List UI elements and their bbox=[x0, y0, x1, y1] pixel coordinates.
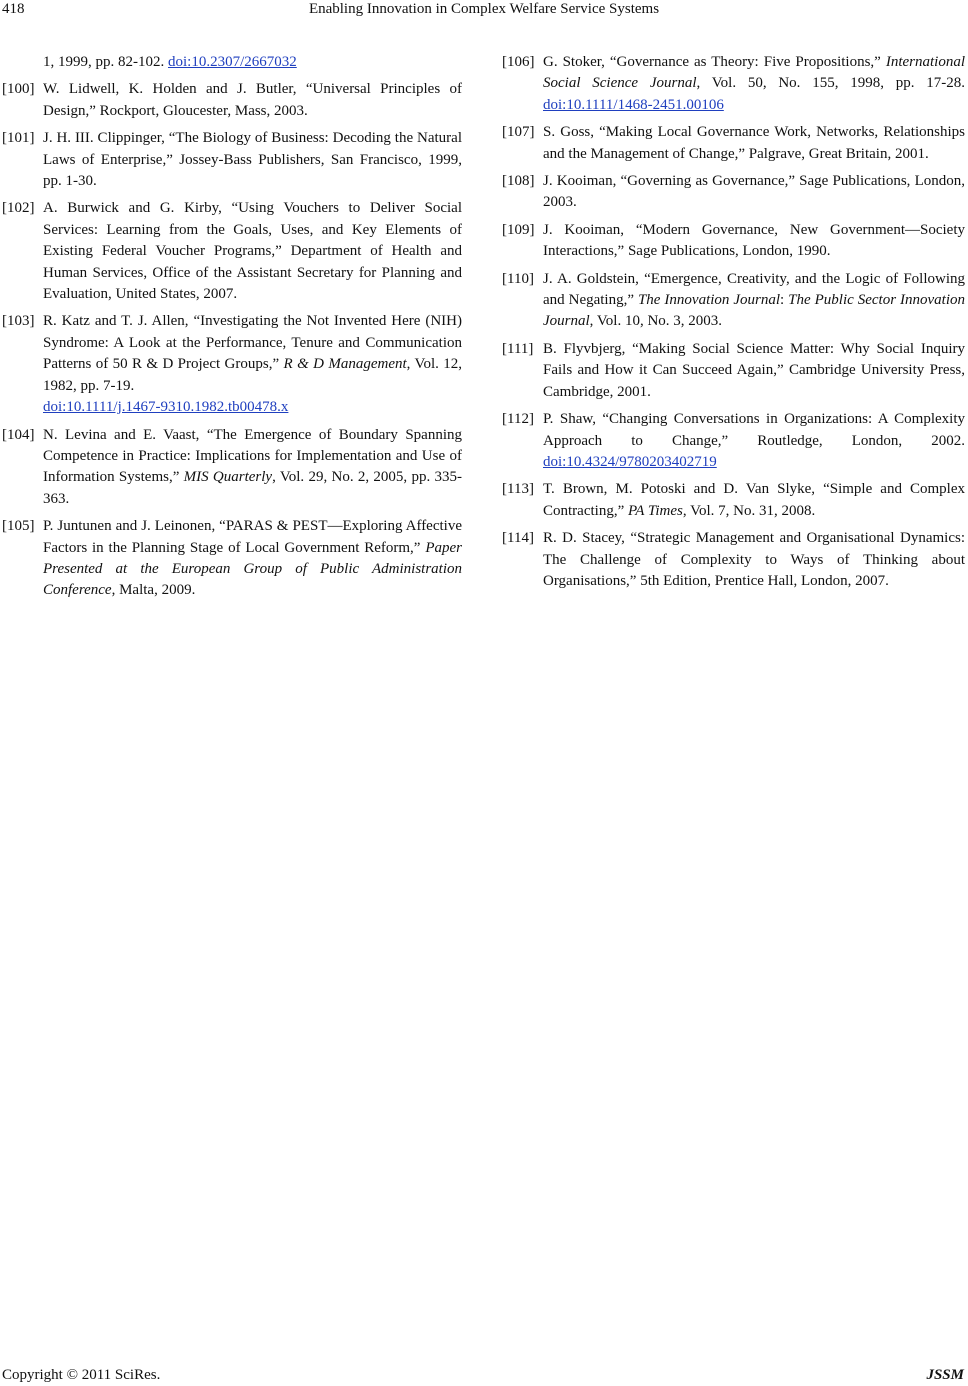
reference-number: [112] bbox=[502, 411, 534, 428]
reference-101 bbox=[2, 128, 462, 192]
reference-number: [100] bbox=[2, 81, 35, 98]
reference-number: [101] bbox=[2, 130, 35, 147]
journal-name: The Innovation Journal bbox=[637, 292, 781, 309]
reference-text: N. Levina and E. Vaast, “The Emergence of Boundary Spanning Competence in Practice: Implications for Implementation and Use of Information Systems,” bbox=[43, 426, 462, 486]
reference-text: J. H. III. Clippinger, “The Biology of Business: Decoding the Natural Laws of Enterprise,” Jossey-Bass Publishers, San Francisco, 1999, pp. 1-30. bbox=[43, 130, 462, 190]
reference-110 bbox=[502, 269, 965, 333]
doi-link[interactable]: doi:10.4324/9780203402719 bbox=[543, 453, 717, 470]
reference-number: [107] bbox=[502, 124, 535, 141]
running-title: Enabling Innovation in Complex Welfare Service Systems bbox=[308, 1, 660, 17]
reference-details: , Malta, 2009. bbox=[111, 582, 196, 599]
right-column bbox=[502, 52, 965, 598]
reference-102 bbox=[2, 198, 462, 305]
reference-details: , Vol. 29, No. 2, 2005, pp. 335-363. bbox=[43, 469, 462, 507]
reference-text: S. Goss, “Making Local Governance Work, Networks, Relationships and the Management of Change,” Palgrave, Great Britain, 2001. bbox=[543, 124, 965, 162]
reference-99-continued bbox=[2, 52, 462, 73]
reference-111 bbox=[502, 339, 965, 403]
page-number: 418 bbox=[2, 1, 25, 17]
doi-link[interactable]: doi:10.1111/1468-2451.00106 bbox=[543, 96, 724, 113]
journal-name: R & D Management bbox=[283, 356, 407, 373]
reference-text: G. Stoker, “Governance as Theory: Five Propositions,” bbox=[543, 54, 886, 70]
journal-name: International Social Science Journal bbox=[543, 54, 965, 92]
reference-details: , Vol. 7, No. 31, 2008. bbox=[682, 502, 816, 519]
reference-text: A. Burwick and G. Kirby, “Using Vouchers to Deliver Social Services: Learning from the Goals, Uses, and Key Elements of Existing Federal Voucher Programs,” Department of Health and Human Services, Office of the Assistant Secretary for Planning and Evaluation, United States, 2007. bbox=[43, 200, 462, 303]
reference-number: [108] bbox=[502, 173, 535, 190]
reference-separator: : bbox=[780, 292, 789, 309]
conference-name: Paper Presented at the European Group of Public Administration Conference bbox=[43, 539, 462, 599]
reference-text: T. Brown, M. Potoski and D. Van Slyke, “Simple and Complex Contracting,” bbox=[543, 481, 965, 519]
reference-100 bbox=[2, 79, 462, 122]
reference-text: J. Kooiman, “Governing as Governance,” Sage Publications, London, 2003. bbox=[543, 173, 965, 211]
reference-103 bbox=[2, 311, 462, 418]
reference-106 bbox=[502, 52, 965, 116]
reference-text: J. A. Goldstein, “Emergence, Creativity, and the Logic of Following and Negating,” bbox=[543, 270, 965, 309]
reference-112 bbox=[502, 409, 965, 473]
doi-link[interactable]: doi:10.1111/j.1467-9310.1982.tb00478.x bbox=[43, 399, 289, 416]
reference-text: 1, 1999, pp. 82-102. bbox=[43, 54, 168, 70]
reference-text: R. Katz and T. J. Allen, “Investigating the Not Invented Here (NIH) Syndrome: A Look at the Performance, Tenure and Communication Patterns of 50 R & D Project Groups,” bbox=[43, 313, 462, 373]
reference-104 bbox=[2, 425, 462, 511]
page-header bbox=[0, 0, 968, 20]
reference-text: P. Shaw, “Changing Conversations in Organizations: A Complexity Approach to Change,” Routledge, London, 2002. bbox=[543, 411, 965, 449]
reference-109 bbox=[502, 220, 965, 263]
left-column bbox=[2, 52, 462, 608]
reference-number: [106] bbox=[502, 54, 535, 70]
reference-text: W. Lidwell, K. Holden and J. Butler, “Universal Principles of Design,” Rockport, Gloucester, Mass, 2003. bbox=[43, 81, 462, 119]
journal-name: MIS Quarterly bbox=[183, 469, 273, 486]
reference-113 bbox=[502, 479, 965, 522]
reference-text: J. Kooiman, “Modern Governance, New Government—Society Interactions,” Sage Publications, London, 1990. bbox=[543, 221, 965, 260]
reference-details: , Vol. 10, No. 3, 2003. bbox=[589, 313, 723, 330]
reference-number: [113] bbox=[502, 481, 534, 498]
reference-number: [114] bbox=[502, 530, 534, 547]
reference-details: , Vol. 12, 1982, pp. 7-19. bbox=[43, 356, 462, 394]
doi-link[interactable]: doi:10.2307/2667032 bbox=[168, 54, 297, 70]
page-footer bbox=[0, 1366, 968, 1386]
reference-text: P. Juntunen and J. Leinonen, “PARAS & PEST—Exploring Affective Factors in the Planning Stage of Local Government Reform,” bbox=[43, 518, 462, 556]
reference-number: [109] bbox=[502, 221, 535, 238]
reference-105 bbox=[2, 516, 462, 602]
reference-text: B. Flyvbjerg, “Making Social Science Matter: Why Social Inquiry Fails and How it Can Succeed Again,” Cambridge University Press, Cambridge, 2001. bbox=[543, 340, 965, 400]
reference-number: [102] bbox=[2, 200, 35, 217]
reference-number: [111] bbox=[502, 340, 534, 357]
reference-108 bbox=[502, 171, 965, 214]
reference-114 bbox=[502, 528, 965, 592]
journal-abbreviation: JSSM bbox=[926, 1367, 964, 1383]
reference-text: R. D. Stacey, “Strategic Management and Organisational Dynamics: The Challenge of Complexity to Ways of Thinking about Organisations,” 5th Edition, Prentice Hall, London, 2007. bbox=[543, 530, 965, 589]
journal-name: PA Times bbox=[627, 502, 683, 519]
reference-number: [105] bbox=[2, 518, 35, 535]
reference-number: [104] bbox=[2, 426, 35, 443]
reference-details: , Vol. 50, No. 155, 1998, pp. 17-28. bbox=[696, 75, 965, 92]
reference-number: [110] bbox=[502, 270, 534, 287]
reference-number: [103] bbox=[2, 313, 35, 330]
journal-subtitle: The Public Sector Innovation Journal bbox=[543, 292, 965, 330]
reference-107 bbox=[502, 122, 965, 165]
copyright-notice: Copyright © 2011 SciRes. bbox=[2, 1367, 161, 1383]
